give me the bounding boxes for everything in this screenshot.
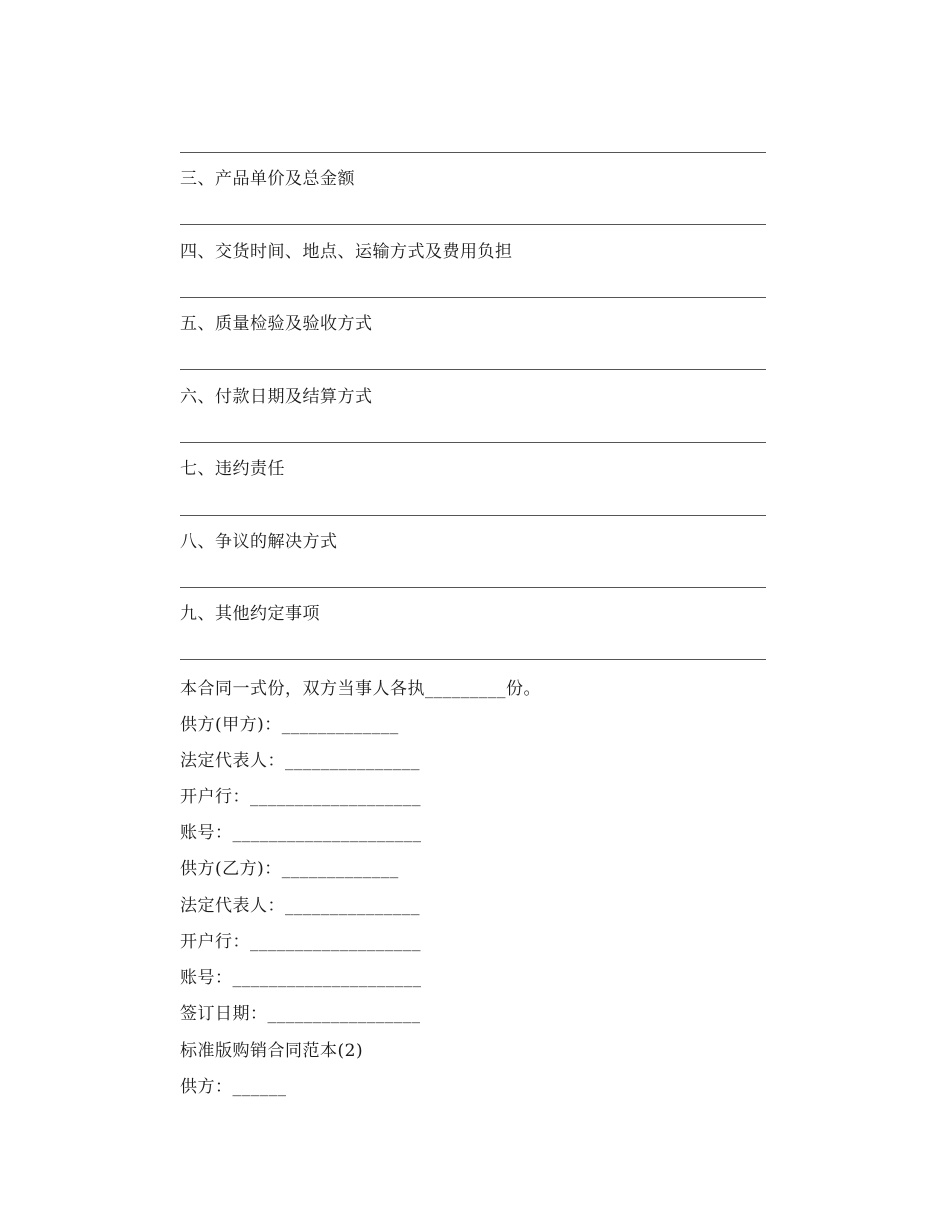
blank-rule (180, 297, 766, 298)
next-supplier-field: 供方：______ (180, 1077, 287, 1097)
party-a-field: 供方(甲方)：_____________ (180, 715, 399, 735)
section-heading: 四、交货时间、地点、运输方式及费用负担 (180, 242, 513, 262)
blank-rule (180, 152, 766, 153)
sign-date-field: 签订日期：_________________ (180, 1004, 421, 1024)
party-a-account-field: 账号：_____________________ (180, 823, 422, 843)
blank-rule (180, 442, 766, 443)
party-b-account-field: 账号：_____________________ (180, 968, 422, 988)
blank-rule (180, 659, 766, 660)
party-b-field: 供方(乙方)：_____________ (180, 859, 399, 879)
section-heading: 三、产品单价及总金额 (180, 169, 355, 189)
section-heading: 七、违约责任 (180, 459, 285, 479)
section-heading: 八、争议的解决方式 (180, 532, 338, 552)
party-a-bank-field: 开户行：___________________ (180, 787, 421, 807)
party-a-representative-field: 法定代表人：_______________ (180, 751, 420, 771)
next-contract-title: 标准版购销合同范本(2) (180, 1041, 364, 1061)
section-heading: 九、其他约定事项 (180, 604, 320, 624)
party-b-bank-field: 开户行：___________________ (180, 932, 421, 952)
blank-rule (180, 515, 766, 516)
blank-rule (180, 587, 766, 588)
party-b-representative-field: 法定代表人：_______________ (180, 896, 420, 916)
section-heading: 六、付款日期及结算方式 (180, 387, 373, 407)
section-heading: 五、质量检验及验收方式 (180, 314, 373, 334)
copies-clause: 本合同一式份，双方当事人各执_________份。 (180, 679, 541, 699)
blank-rule (180, 224, 766, 225)
blank-rule (180, 369, 766, 370)
